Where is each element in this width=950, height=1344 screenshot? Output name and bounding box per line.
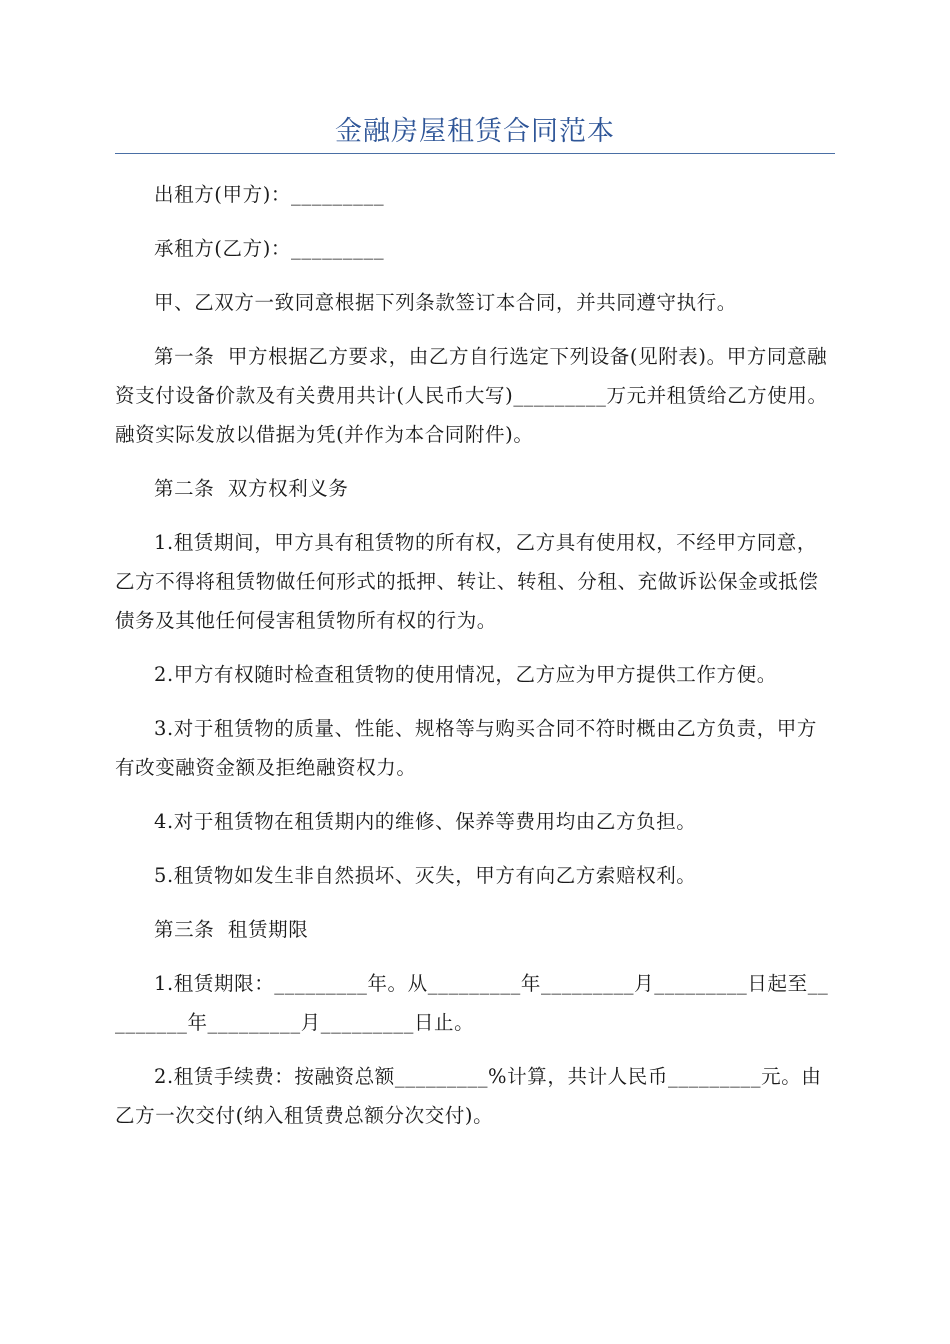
paragraph-article-2-item-5: 5.租赁物如发生非自然损坏、灭失，甲方有向乙方索赔权利。 — [154, 864, 697, 887]
paragraph-article-3-item-1: 1.租赁期限：_________年。从_________年_________月_________日起至_________年_________月_________日止。 — [115, 972, 829, 1034]
paragraph-article-2-item-1: 1.租赁期间，甲方具有租赁物的所有权，乙方具有使用权，不经甲方同意，乙方不得将租赁物做任何形式的抵押、转让、转租、分租、充做诉讼保金或抵偿债务及其他任何侵害租赁物所有权的行为。 — [115, 531, 819, 632]
paragraph-article-3-item-2: 2.租赁手续费：按融资总额_________%计算，共计人民币_________元。由乙方一次交付(纳入租赁费总额分次交付)。 — [115, 1065, 822, 1127]
contract-body — [115, 175, 835, 1150]
paragraph-lessor: 出租方(甲方)：_________ — [154, 183, 385, 206]
paragraph-article-1: 第一条 甲方根据乙方要求，由乙方自行选定下列设备(见附表)。甲方同意融资支付设备价款及有关费用共计(人民币大写)_________万元并租赁给乙方使用。融资实际发放以借据为凭(并作为本合同附件)。 — [115, 345, 828, 446]
paragraph-lessee: 承租方(乙方)：_________ — [154, 237, 385, 260]
paragraph-article-2-item-3: 3.对于租赁物的质量、性能、规格等与购买合同不符时概由乙方负责，甲方有改变融资金额及拒绝融资权力。 — [115, 717, 818, 779]
paragraph-article-2-item-4: 4.对于租赁物在租赁期内的维修、保养等费用均由乙方负担。 — [154, 810, 697, 833]
paragraph-article-2-heading: 第二条 双方权利义务 — [154, 477, 349, 500]
document-title: 金融房屋租赁合同范本 — [335, 116, 615, 147]
paragraph-article-3-heading: 第三条 租赁期限 — [154, 918, 309, 941]
paragraph-article-2-item-2: 2.甲方有权随时检查租赁物的使用情况，乙方应为甲方提供工作方便。 — [154, 663, 777, 686]
title-underline — [115, 153, 835, 154]
paragraph-agreement: 甲、乙双方一致同意根据下列条款签订本合同，并共同遵守执行。 — [154, 291, 737, 314]
